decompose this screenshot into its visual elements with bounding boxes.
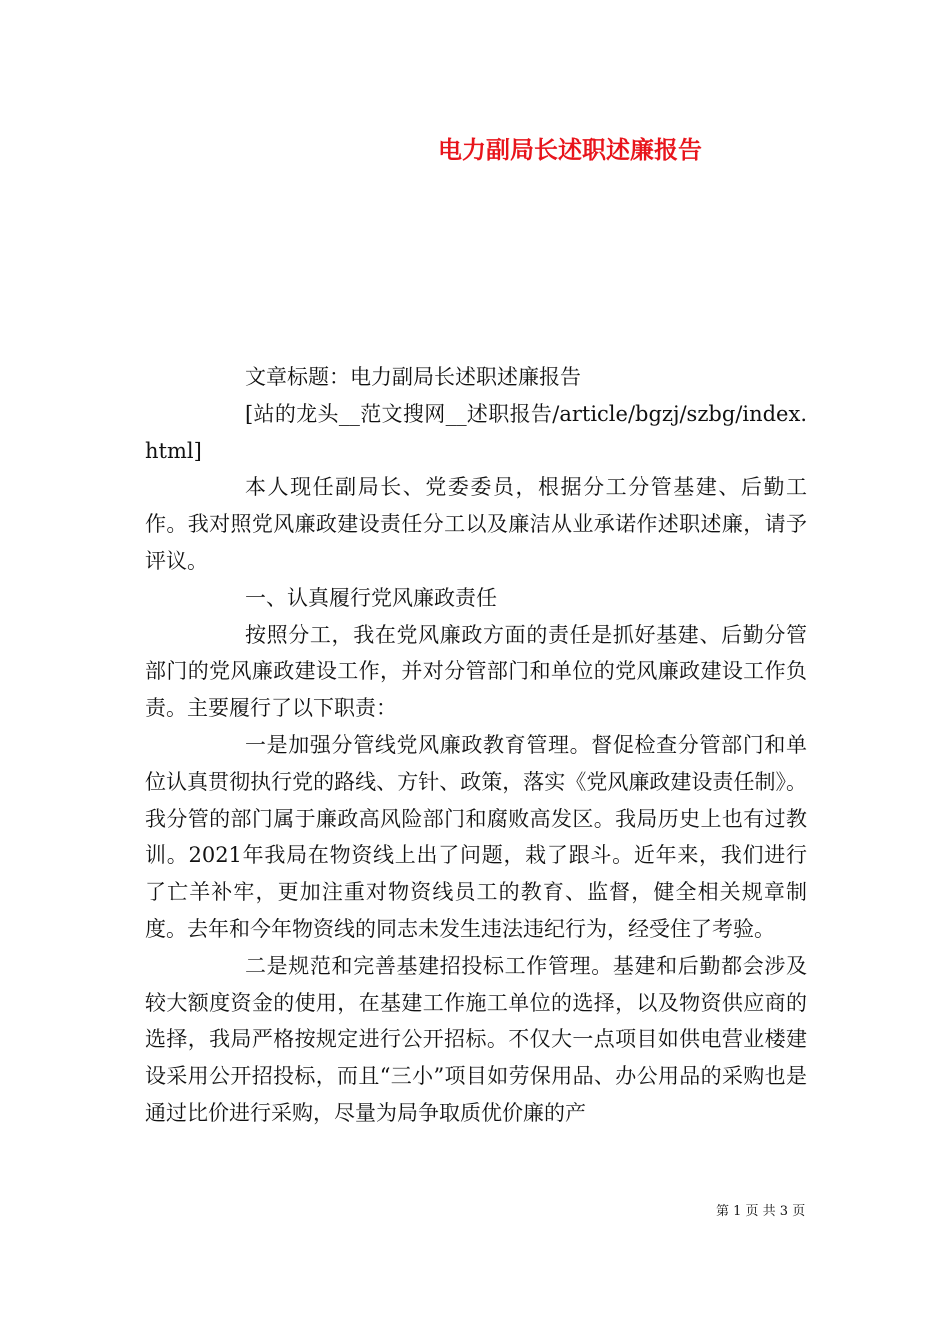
document-body — [145, 359, 807, 1132]
section-heading: 一、认真履行党风廉政责任 — [245, 585, 497, 610]
body-paragraph: 二是规范和完善基建招投标工作管理。基建和后勤都会涉及较大额度资金的使用，在基建工作施工单位的选择，以及物资供应商的选择，我局严格按规定进行公开招标。不仅大一点项目如供电营业楼建设采用公开招投标，而且“三小”项目如劳保用品、办公用品的采购也是通过比价进行采购，尽量为局争取质优价廉的产 — [145, 953, 807, 1125]
page-number-footer: 第 1 页 共 3 页 — [716, 1204, 806, 1219]
article-title-line: 文章标题：电力副局长述职述廉报告 — [245, 365, 581, 389]
document-title: 电力副局长述职述廉报告 — [438, 135, 702, 164]
intro-paragraph: 本人现任副局长、党委委员，根据分工分管基建、后勤工作。我对照党风廉政建设责任分工以及廉洁从业承诺作述职述廉，请予评议。 — [145, 475, 807, 573]
body-paragraph: 按照分工，我在党风廉政方面的责任是抓好基建、后勤分管部门的党风廉政建设工作，并对分管部门和单位的党风廉政建设工作负责。主要履行了以下职责： — [145, 622, 807, 721]
source-path-line: [站的龙头__范文搜网__述职报告/article/bgzj/szbg/index.html] — [145, 401, 807, 463]
body-paragraph: 一是加强分管线党风廉政教育管理。督促检查分管部门和单位认真贯彻执行党的路线、方针、政策，落实《党风廉政建设责任制》。我分管的部门属于廉政高风险部门和腐败高发区。我局历史上也有过教训。2021年我局在物资线上出了问题，栽了跟斗。近年来，我们进行了亡羊补牢，更加注重对物资线员工的教育、监督，健全相关规章制度。去年和今年物资线的同志未发生违法违纪行为，经受住了考验。 — [145, 732, 807, 941]
